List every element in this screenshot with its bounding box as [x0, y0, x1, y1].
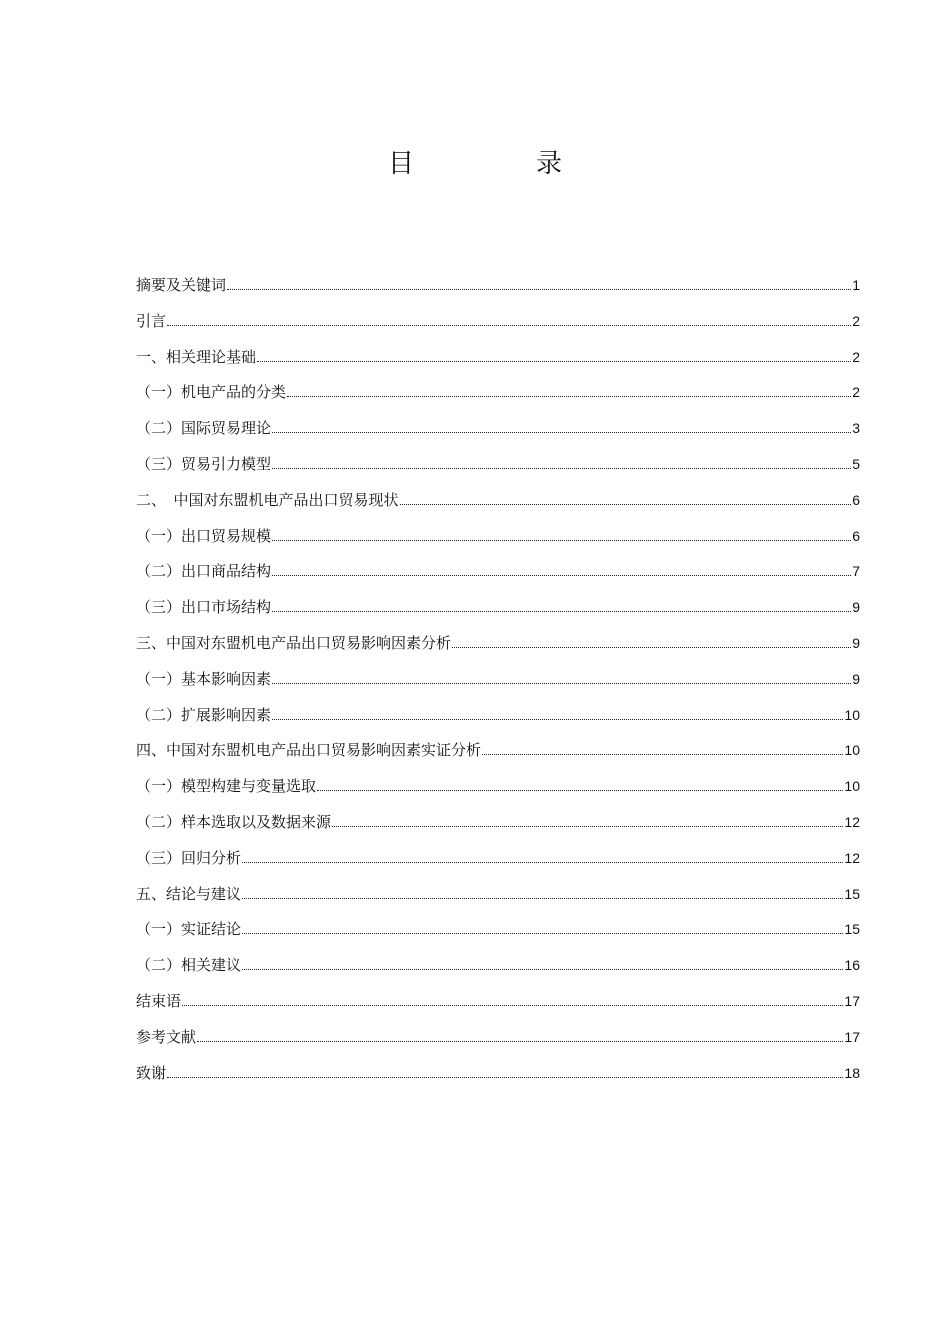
toc-entry-label: 结束语: [136, 991, 182, 1010]
toc-entry-label: 致谢: [136, 1063, 167, 1082]
dot-leader: [242, 920, 843, 934]
toc-entry-page: 2: [852, 348, 860, 365]
toc-entry-label: （二）样本选取以及数据来源: [136, 812, 332, 831]
toc-entry: [136, 554, 860, 590]
dot-leader: [272, 562, 851, 576]
toc-entry: [136, 948, 860, 984]
toc-entry-label: 五、结论与建议: [136, 884, 242, 903]
toc-entry: [136, 340, 860, 376]
toc-entry: [136, 483, 860, 519]
toc-entry-page: 6: [852, 491, 860, 508]
dot-leader: [400, 491, 852, 505]
toc-entry-page: 2: [852, 312, 860, 329]
dot-leader: [272, 527, 851, 541]
toc-entry-label: （一）出口贸易规模: [136, 526, 272, 545]
toc-entry: [136, 375, 860, 411]
toc-entry-page: 10: [844, 778, 860, 795]
toc-entry-label: （一）实证结论: [136, 920, 242, 939]
toc-entry: [136, 805, 860, 841]
dot-leader: [332, 813, 843, 827]
toc-list: [136, 268, 860, 1091]
toc-entry-label: （一）模型构建与变量选取: [136, 777, 317, 796]
toc-entry-page: 9: [852, 634, 860, 651]
toc-entry: [136, 519, 860, 555]
toc-entry-label: 三、中国对东盟机电产品出口贸易影响因素分析: [136, 633, 452, 652]
dot-leader: [452, 634, 851, 648]
toc-entry-label: （一）基本影响因素: [136, 669, 272, 688]
toc-entry-page: 12: [844, 849, 860, 866]
toc-entry: [136, 411, 860, 447]
toc-entry: [136, 769, 860, 805]
toc-entry-label: 摘要及关键词: [136, 276, 227, 294]
toc-entry: [136, 268, 860, 304]
toc-entry: [136, 1056, 860, 1092]
dot-leader: [272, 455, 851, 469]
toc-entry-label: （二）扩展影响因素: [136, 705, 272, 724]
toc-entry-label: 参考文献: [136, 1027, 197, 1046]
toc-entry-page: 9: [852, 599, 860, 616]
toc-entry-page: 6: [852, 527, 860, 544]
toc-entry: [136, 304, 860, 340]
toc-entry-label: 引言: [136, 311, 167, 330]
toc-entry: [136, 698, 860, 734]
toc-entry-page: 10: [844, 706, 860, 723]
toc-entry-label: （二）国际贸易理论: [136, 419, 272, 438]
toc-title: 目 录: [387, 149, 610, 179]
toc-entry-label: （三）出口市场结构: [136, 598, 272, 617]
dot-leader: [287, 383, 851, 397]
dot-leader: [197, 1028, 843, 1042]
toc-entry-page: 18: [844, 1064, 860, 1081]
dot-leader: [272, 706, 843, 720]
toc-entry: [136, 841, 860, 877]
toc-entry: [136, 1020, 860, 1056]
dot-leader: [242, 885, 843, 899]
toc-entry-page: 5: [852, 455, 860, 472]
toc-entry: [136, 447, 860, 483]
dot-leader: [242, 849, 843, 863]
toc-entry: [136, 877, 860, 913]
toc-entry: [136, 984, 860, 1020]
toc-entry: [136, 662, 860, 698]
toc-entry-page: 15: [844, 921, 860, 938]
toc-entry: [136, 912, 860, 948]
toc-entry-page: 9: [852, 670, 860, 687]
dot-leader: [167, 312, 851, 326]
toc-entry-page: 2: [852, 384, 860, 401]
toc-entry-page: 15: [844, 885, 860, 902]
toc-entry-label: （一）机电产品的分类: [136, 383, 287, 402]
toc-entry-label: （二）出口商品结构: [136, 562, 272, 581]
toc-entry-label: （二）相关建议: [136, 956, 242, 975]
dot-leader: [227, 276, 851, 290]
toc-entry: [136, 733, 860, 769]
toc-entry-label: （三）贸易引力模型: [136, 454, 272, 473]
dot-leader: [242, 956, 843, 970]
toc-entry-page: 12: [844, 813, 860, 830]
toc-entry-page: 17: [844, 1028, 860, 1045]
dot-leader: [272, 419, 851, 433]
dot-leader: [317, 777, 843, 791]
toc-entry-page: 17: [844, 992, 860, 1009]
dot-leader: [272, 598, 851, 612]
toc-entry-page: 16: [844, 957, 860, 974]
toc-entry-page: 10: [844, 742, 860, 759]
toc-entry-label: 一、相关理论基础: [136, 347, 257, 366]
toc-entry-label: （三）回归分析: [136, 848, 242, 867]
toc-entry-page: 3: [852, 420, 860, 437]
toc-entry-page: 7: [852, 563, 860, 580]
dot-leader: [257, 348, 851, 362]
toc-entry-label: 四、中国对东盟机电产品出口贸易影响因素实证分析: [136, 741, 482, 760]
toc-entry-page: 1: [852, 277, 860, 293]
toc-entry: [136, 626, 860, 662]
dot-leader: [182, 992, 843, 1006]
dot-leader: [272, 670, 851, 684]
dot-leader: [482, 741, 843, 755]
toc-entry: [136, 590, 860, 626]
dot-leader: [167, 1064, 843, 1078]
toc-entry-label: 二、 中国对东盟机电产品出口贸易现状: [136, 490, 399, 509]
